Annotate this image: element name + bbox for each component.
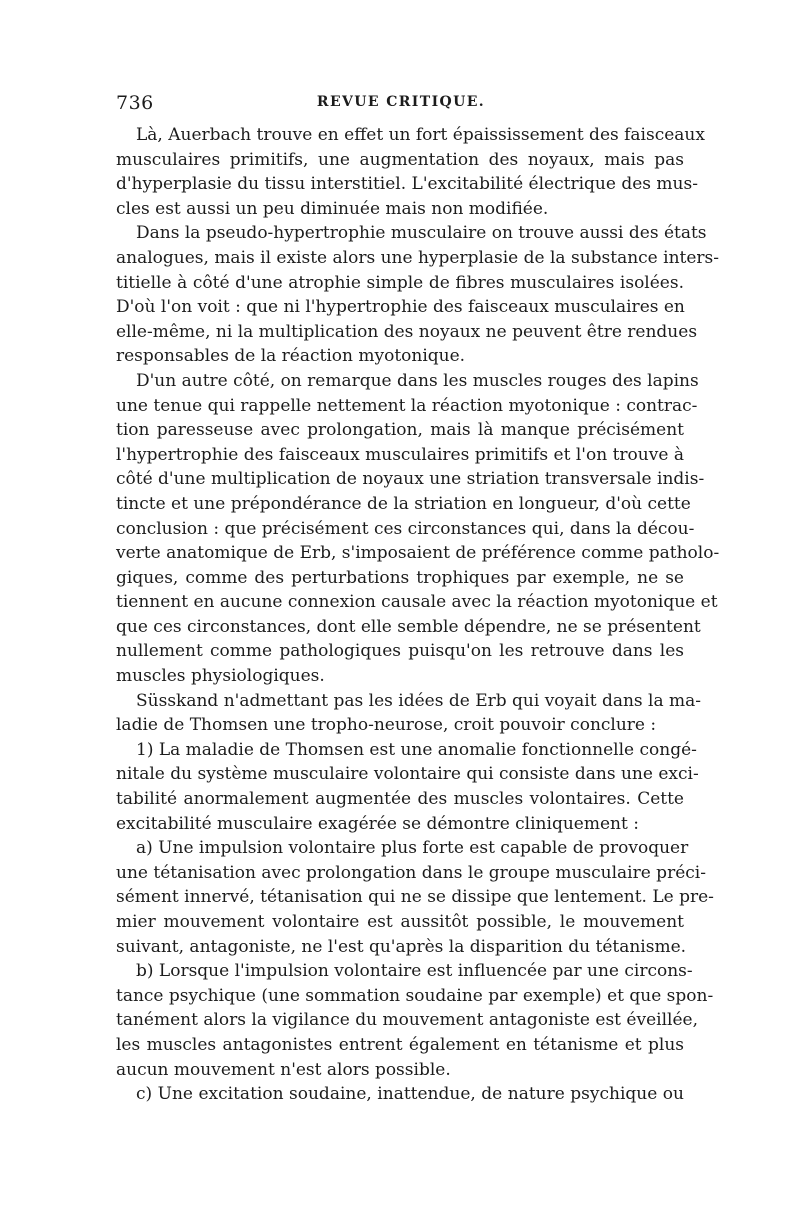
text-line: tanément alors la vigilance du mouvement antagoniste est éveillée,	[116, 1010, 698, 1031]
text-line: Süsskand n'admettant pas les idées de Erb qui voyait dans la ma-	[136, 690, 702, 711]
text-line: une tenue qui rappelle nettement la réaction myotonique : contrac-	[116, 395, 698, 416]
text-line: 1) La maladie de Thomsen est une anomalie fonctionnelle congé-	[136, 739, 697, 760]
text-line: l'hypertrophie des faisceaux musculaires primitifs et l'on trouve à	[116, 444, 684, 465]
page-number: 736	[116, 92, 154, 114]
text-line: suivant, antagoniste, ne l'est qu'après la disparition du tétanisme.	[116, 936, 687, 957]
text-line: que ces circonstances, dont elle semble dépendre, ne se présentent	[116, 616, 701, 637]
text-line: musculaires primitifs, une augmentation des noyaux, mais pas	[116, 149, 684, 170]
text-line: mier mouvement volontaire est aussitôt possible, le mouvement	[116, 912, 684, 932]
text-line: nullement comme pathologiques puisqu'on les retrouve dans les	[116, 641, 684, 662]
text-line: les muscles antagonistes entrent également en tétanisme et plus	[116, 1034, 684, 1055]
text-line: verte anatomique de Erb, s'imposaient de préférence comme patholo-	[116, 543, 720, 564]
text-line: elle-même, ni la multiplication des noyaux ne peuvent être rendues	[116, 321, 698, 342]
text-line: sément innervé, tétanisation qui ne se dissipe que lentement. Le pre-	[116, 887, 714, 908]
text-line: c) Une excitation soudaine, inattendue, de nature psychique ou	[136, 1084, 684, 1105]
text-line: muscles physiologiques.	[116, 666, 325, 687]
text-line: conclusion : que précisément ces circonstances qui, dans la décou-	[116, 518, 695, 539]
text-line: tincte et une prépondérance de la striation en longueur, d'où cette	[116, 493, 691, 514]
text-line: cles est aussi un peu diminuée mais non modifiée.	[116, 198, 549, 219]
text-line: b) Lorsque l'impulsion volontaire est influencée par une circons-	[136, 961, 693, 982]
text-line: tiennent en aucune connexion causale avec la réaction myotonique et	[116, 592, 718, 613]
text-line: côté d'une multiplication de noyaux une striation transversale indis-	[116, 469, 705, 490]
text-body	[116, 123, 720, 1107]
text-line: a) Une impulsion volontaire plus forte est capable de provoquer	[136, 838, 689, 859]
text-line: D'un autre côté, on remarque dans les muscles rouges des lapins	[136, 370, 699, 391]
text-line: Dans la pseudo-hypertrophie musculaire on trouve aussi des états	[136, 223, 707, 244]
text-line: nitale du système musculaire volontaire qui consiste dans une exci-	[116, 764, 699, 785]
text-line: D'où l'on voit : que ni l'hypertrophie des faisceaux musculaires en	[116, 297, 685, 318]
text-line: titielle à côté d'une atrophie simple de fibres musculaires isolées.	[116, 272, 684, 293]
journal-title: REVUE CRITIQUE.	[316, 94, 486, 110]
text-line: tion paresseuse avec prolongation, mais là manque précisément	[116, 420, 684, 441]
text-line: analogues, mais il existe alors une hyperplasie de la substance inters-	[116, 247, 720, 268]
text-line: tance psychique (une sommation soudaine par exemple) et que spon-	[116, 985, 714, 1006]
text-line: ladie de Thomsen une tropho-neurose, croit pouvoir conclure :	[116, 715, 657, 736]
text-line: tabilité anormalement augmentée des muscles volontaires. Cette	[116, 789, 684, 810]
text-line: excitabilité musculaire exagérée se démontre cliniquement :	[116, 813, 639, 834]
text-line: d'hyperplasie du tissu interstitiel. L'excitabilité électrique des mus-	[116, 174, 698, 195]
text-line: giques, comme des perturbations trophiques par exemple, ne se	[116, 567, 684, 588]
text-line: une tétanisation avec prolongation dans le groupe musculaire préci-	[116, 862, 706, 883]
running-head	[116, 92, 686, 118]
text-line: Là, Auerbach trouve en effet un fort épaississement des faisceaux	[136, 125, 705, 145]
text-line: aucun mouvement n'est alors possible.	[116, 1059, 451, 1080]
text-line: responsables de la réaction myotonique.	[116, 346, 466, 367]
